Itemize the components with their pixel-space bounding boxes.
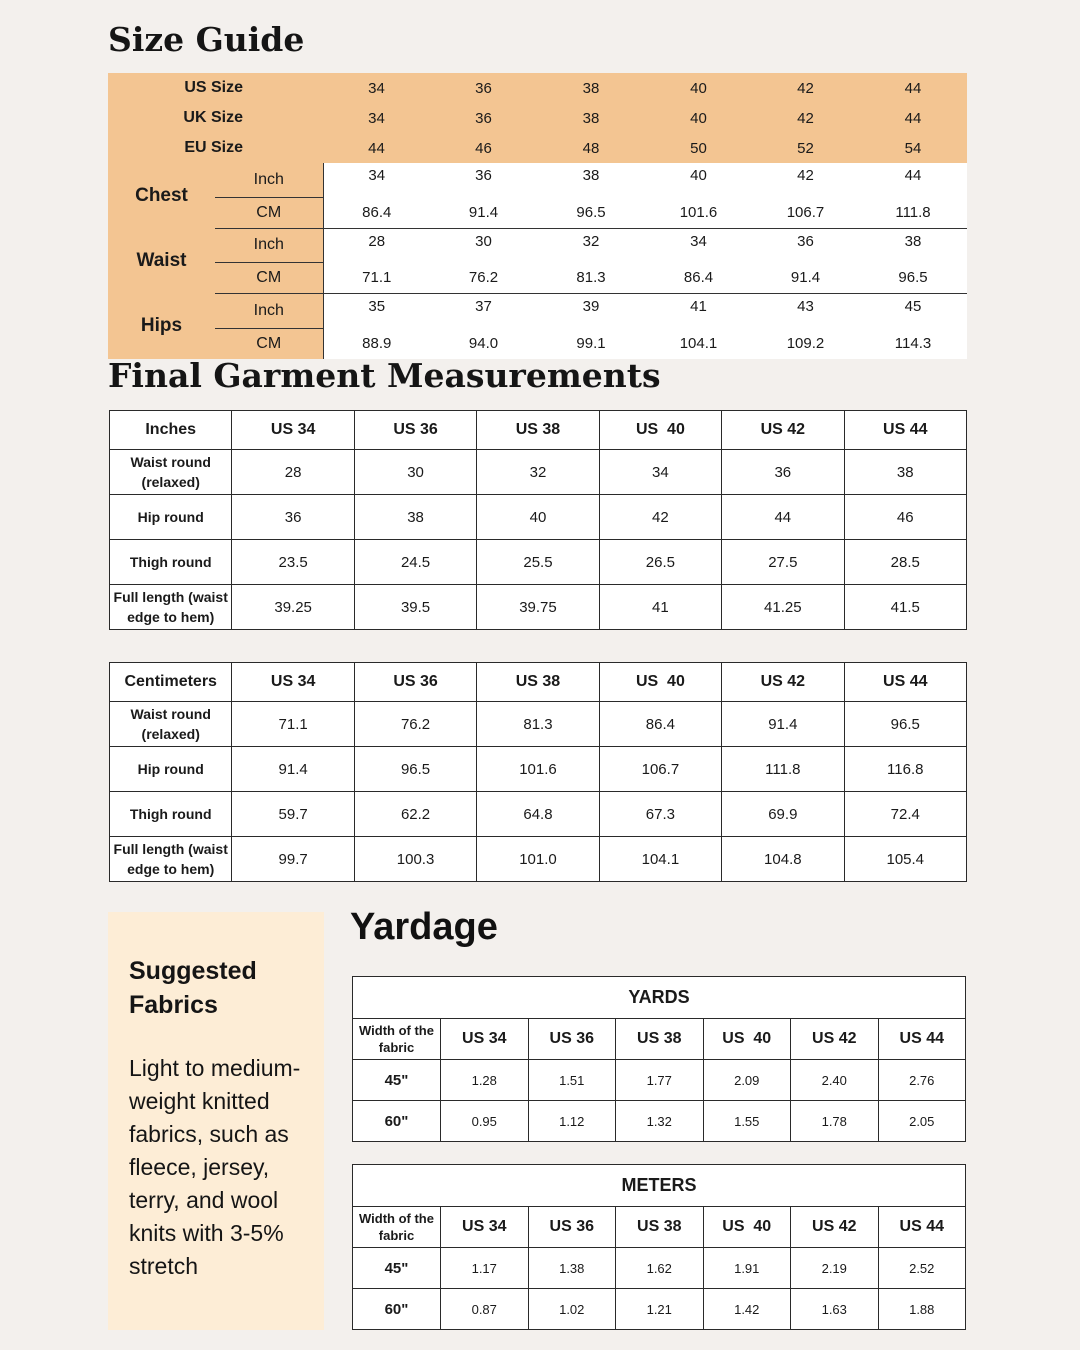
column-header: US 38: [477, 411, 599, 450]
table-cell: 1.55: [703, 1101, 791, 1142]
measurement-cell: 86.4: [323, 197, 430, 228]
size-system-label: US Size: [108, 73, 323, 103]
table-cell: 111.8: [722, 747, 844, 792]
suggested-fabrics-panel: [108, 912, 324, 1330]
table-cell: 67.3: [599, 792, 721, 837]
measurement-cell: 37: [430, 294, 537, 329]
measurement-cell: 40: [645, 163, 752, 197]
table-cell: 39.5: [354, 585, 476, 630]
column-header: US 34: [441, 1019, 529, 1060]
row-label: Thigh round: [110, 540, 232, 585]
table-cell: 39.75: [477, 585, 599, 630]
table-cell: 86.4: [599, 702, 721, 747]
table-cell: 76.2: [354, 702, 476, 747]
fabric-width: 60": [353, 1101, 441, 1142]
column-header: US 36: [354, 663, 476, 702]
size-cell: 34: [323, 103, 430, 133]
table-cell: 106.7: [599, 747, 721, 792]
measurement-cell: 91.4: [430, 197, 537, 228]
measurement-cell: 42: [752, 163, 859, 197]
table-cell: 1.12: [528, 1101, 616, 1142]
row-label: Full length (waist edge to hem): [110, 585, 232, 630]
measurement-cell: 35: [323, 294, 430, 329]
size-header-row: [108, 103, 967, 133]
row-label: Thigh round: [110, 792, 232, 837]
table-cell: 1.42: [703, 1289, 791, 1330]
measurement-cell: 91.4: [752, 263, 859, 294]
size-cell: 36: [430, 103, 537, 133]
column-header: US 42: [722, 663, 844, 702]
column-header: US 38: [616, 1019, 704, 1060]
table-cell: 2.19: [791, 1248, 879, 1289]
measurement-cell: 88.9: [323, 328, 430, 359]
table-cell: 104.1: [599, 837, 721, 882]
table-row: [353, 1101, 966, 1142]
measurement-cell: 38: [859, 228, 967, 263]
measurement-cell: 30: [430, 228, 537, 263]
row-label: Waist round (relaxed): [110, 450, 232, 495]
table-cell: 59.7: [232, 792, 354, 837]
measurement-cell: 86.4: [645, 263, 752, 294]
table-cell: 72.4: [844, 792, 966, 837]
size-system-label: EU Size: [108, 133, 323, 163]
size-cell: 40: [645, 103, 752, 133]
measurement-cell: 114.3: [859, 328, 967, 359]
table-cell: 1.38: [528, 1248, 616, 1289]
measurement-cell: 36: [430, 163, 537, 197]
size-cell: 44: [323, 133, 430, 163]
measurement-cell: 81.3: [537, 263, 645, 294]
table-cell: 44: [722, 495, 844, 540]
size-cell: 50: [645, 133, 752, 163]
measurement-cell: 34: [323, 163, 430, 197]
hips-label: Hips: [108, 294, 215, 359]
size-cell: 38: [537, 73, 645, 103]
table-cell: 1.02: [528, 1289, 616, 1330]
table-cell: 116.8: [844, 747, 966, 792]
measurement-cell: 44: [859, 163, 967, 197]
fabric-width: 45": [353, 1248, 441, 1289]
width-header: Width of the fabric: [353, 1207, 441, 1248]
table-caption-row: [353, 1165, 966, 1207]
garment-inches-table: [109, 410, 967, 630]
column-header: US 42: [722, 411, 844, 450]
table-cell: 40: [477, 495, 599, 540]
table-cell: 0.87: [441, 1289, 529, 1330]
table-cell: 1.32: [616, 1101, 704, 1142]
table-caption-row: [353, 977, 966, 1019]
measurement-cell: 36: [752, 228, 859, 263]
table-row: [110, 540, 967, 585]
hips-inch-row: [108, 294, 967, 329]
table-cell: 1.77: [616, 1060, 704, 1101]
size-cell: 44: [859, 73, 967, 103]
table-row: [110, 837, 967, 882]
table-cell: 41.5: [844, 585, 966, 630]
table-cell: 32: [477, 450, 599, 495]
measurement-cell: 71.1: [323, 263, 430, 294]
table-cell: 105.4: [844, 837, 966, 882]
unit-header: Inches: [110, 411, 232, 450]
fabric-width: 45": [353, 1060, 441, 1101]
measurement-cell: 111.8: [859, 197, 967, 228]
table-cell: 1.21: [616, 1289, 704, 1330]
column-header: US 40: [599, 411, 721, 450]
table-cell: 36: [722, 450, 844, 495]
size-cell: 38: [537, 103, 645, 133]
table-cell: 62.2: [354, 792, 476, 837]
table-cell: 64.8: [477, 792, 599, 837]
column-header: US 44: [878, 1207, 966, 1248]
measurement-cell: 38: [537, 163, 645, 197]
table-cell: 38: [354, 495, 476, 540]
waist-cm-row: [108, 263, 967, 294]
size-header-row: [108, 133, 967, 163]
column-header: US 42: [791, 1207, 879, 1248]
measurement-cell: 96.5: [537, 197, 645, 228]
yardage-title: Yardage: [350, 906, 498, 948]
suggested-fabrics-title: Suggested Fabrics: [129, 957, 257, 1019]
measurement-cell: 109.2: [752, 328, 859, 359]
column-header: US 36: [528, 1019, 616, 1060]
chest-label: Chest: [108, 163, 215, 228]
table-row: [110, 450, 967, 495]
table-cell: 27.5: [722, 540, 844, 585]
column-header: US 44: [844, 411, 966, 450]
table-cell: 96.5: [844, 702, 966, 747]
table-cell: 23.5: [232, 540, 354, 585]
column-header: US 36: [354, 411, 476, 450]
table-cell: 46: [844, 495, 966, 540]
table-cell: 1.91: [703, 1248, 791, 1289]
measurement-cell: 99.1: [537, 328, 645, 359]
waist-inch-row: [108, 228, 967, 263]
unit-label: Inch: [215, 163, 323, 197]
table-cell: 1.63: [791, 1289, 879, 1330]
measurement-cell: 39: [537, 294, 645, 329]
table-cell: 104.8: [722, 837, 844, 882]
table-cell: 41: [599, 585, 721, 630]
table-cell: 91.4: [722, 702, 844, 747]
row-label: Hip round: [110, 747, 232, 792]
size-cell: 46: [430, 133, 537, 163]
measurement-cell: 96.5: [859, 263, 967, 294]
size-header-row: [108, 73, 967, 103]
table-cell: 2.40: [791, 1060, 879, 1101]
table-cell: 39.25: [232, 585, 354, 630]
table-cell: 42: [599, 495, 721, 540]
table-cell: 1.28: [441, 1060, 529, 1101]
size-guide-table: [108, 73, 967, 359]
table-row: [353, 1060, 966, 1101]
suggested-fabrics-description: Light to medium-weight knitted fabrics, such as fleece, jersey, terry, and wool knits with 3-5% stretch: [129, 1055, 301, 1279]
measurement-cell: 34: [645, 228, 752, 263]
column-header: US 38: [477, 663, 599, 702]
table-row: [110, 747, 967, 792]
column-header: US 38: [616, 1207, 704, 1248]
unit-label: CM: [215, 263, 323, 294]
fabric-width: 60": [353, 1289, 441, 1330]
column-header: US 34: [232, 411, 354, 450]
chest-inch-row: [108, 163, 967, 197]
size-cell: 36: [430, 73, 537, 103]
table-cell: 1.88: [878, 1289, 966, 1330]
table-cell: 38: [844, 450, 966, 495]
table-row: [353, 1289, 966, 1330]
yardage-yards-table: [352, 976, 966, 1142]
garment-title: Final Garment Measurements: [108, 356, 661, 395]
size-cell: 54: [859, 133, 967, 163]
measurement-cell: 43: [752, 294, 859, 329]
column-header: US 44: [878, 1019, 966, 1060]
measurement-cell: 41: [645, 294, 752, 329]
column-header: US 34: [232, 663, 354, 702]
measurement-cell: 28: [323, 228, 430, 263]
measurement-cell: 94.0: [430, 328, 537, 359]
table-cell: 91.4: [232, 747, 354, 792]
hips-cm-row: [108, 328, 967, 359]
unit-label: Inch: [215, 228, 323, 263]
row-label: Full length (waist edge to hem): [110, 837, 232, 882]
table-cell: 34: [599, 450, 721, 495]
table-cell: 100.3: [354, 837, 476, 882]
column-header: US 40: [703, 1019, 791, 1060]
table-header-row: [110, 411, 967, 450]
size-cell: 44: [859, 103, 967, 133]
table-cell: 1.51: [528, 1060, 616, 1101]
table-cell: 99.7: [232, 837, 354, 882]
row-label: Hip round: [110, 495, 232, 540]
measurement-cell: 106.7: [752, 197, 859, 228]
column-header: US 36: [528, 1207, 616, 1248]
table-cell: 1.17: [441, 1248, 529, 1289]
yardage-meters-table: [352, 1164, 966, 1330]
table-row: [110, 702, 967, 747]
size-system-label: UK Size: [108, 103, 323, 133]
column-header: US 40: [703, 1207, 791, 1248]
table-caption: METERS: [353, 1165, 966, 1207]
column-header: US 34: [441, 1207, 529, 1248]
chest-cm-row: [108, 197, 967, 228]
size-cell: 40: [645, 73, 752, 103]
table-row: [110, 495, 967, 540]
table-cell: 101.0: [477, 837, 599, 882]
table-cell: 96.5: [354, 747, 476, 792]
table-cell: 24.5: [354, 540, 476, 585]
unit-label: CM: [215, 197, 323, 228]
table-cell: 2.09: [703, 1060, 791, 1101]
table-cell: 30: [354, 450, 476, 495]
size-cell: 42: [752, 103, 859, 133]
unit-label: CM: [215, 328, 323, 359]
table-cell: 101.6: [477, 747, 599, 792]
table-header-row: [110, 663, 967, 702]
table-cell: 1.78: [791, 1101, 879, 1142]
measurement-cell: 32: [537, 228, 645, 263]
table-cell: 28: [232, 450, 354, 495]
unit-header: Centimeters: [110, 663, 232, 702]
garment-centimeters-table: [109, 662, 967, 882]
size-cell: 52: [752, 133, 859, 163]
table-cell: 69.9: [722, 792, 844, 837]
table-row: [110, 792, 967, 837]
column-header: US 40: [599, 663, 721, 702]
table-cell: 1.62: [616, 1248, 704, 1289]
table-cell: 41.25: [722, 585, 844, 630]
table-row: [110, 585, 967, 630]
table-cell: 2.05: [878, 1101, 966, 1142]
size-guide-title: Size Guide: [108, 20, 305, 59]
size-cell: 48: [537, 133, 645, 163]
table-cell: 71.1: [232, 702, 354, 747]
unit-label: Inch: [215, 294, 323, 329]
table-cell: 2.52: [878, 1248, 966, 1289]
row-label: Waist round (relaxed): [110, 702, 232, 747]
measurement-cell: 104.1: [645, 328, 752, 359]
table-cell: 28.5: [844, 540, 966, 585]
table-cell: 26.5: [599, 540, 721, 585]
width-header: Width of the fabric: [353, 1019, 441, 1060]
table-row: [353, 1248, 966, 1289]
size-cell: 34: [323, 73, 430, 103]
table-cell: 2.76: [878, 1060, 966, 1101]
measurement-cell: 101.6: [645, 197, 752, 228]
column-header: US 42: [791, 1019, 879, 1060]
table-caption: YARDS: [353, 977, 966, 1019]
table-cell: 0.95: [441, 1101, 529, 1142]
table-header-row: [353, 1019, 966, 1060]
table-cell: 25.5: [477, 540, 599, 585]
measurement-cell: 45: [859, 294, 967, 329]
measurement-cell: 76.2: [430, 263, 537, 294]
table-cell: 36: [232, 495, 354, 540]
table-header-row: [353, 1207, 966, 1248]
table-cell: 81.3: [477, 702, 599, 747]
waist-label: Waist: [108, 228, 215, 294]
size-cell: 42: [752, 73, 859, 103]
column-header: US 44: [844, 663, 966, 702]
